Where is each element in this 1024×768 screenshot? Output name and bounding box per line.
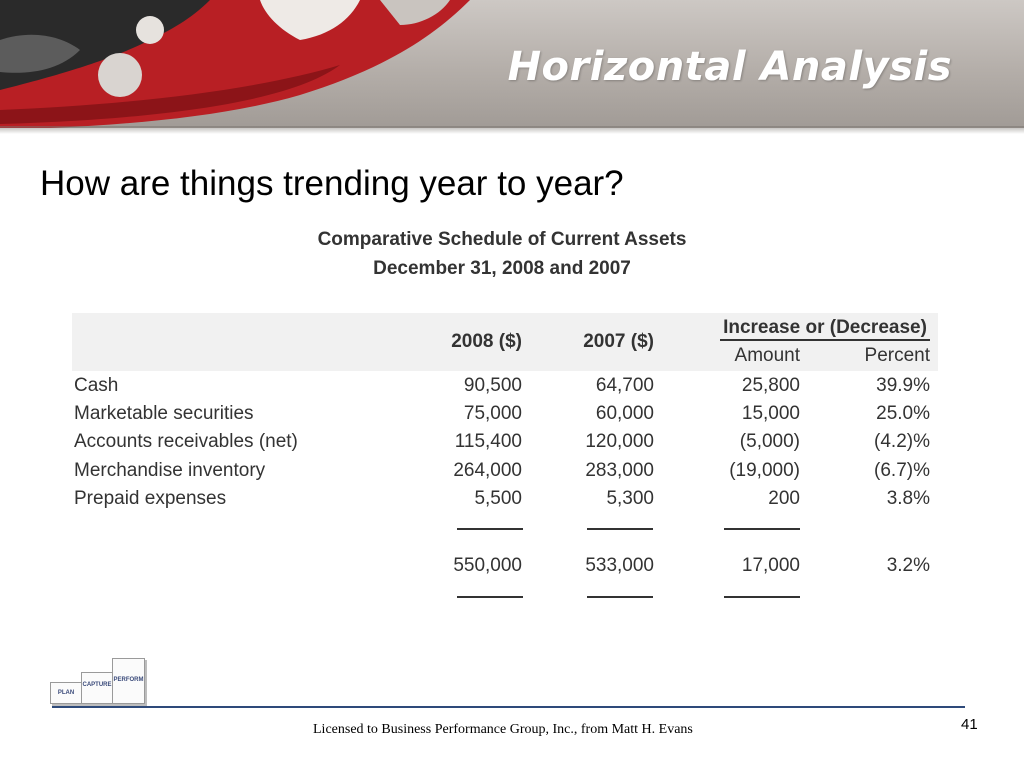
cell-2008: 90,500 bbox=[463, 375, 522, 396]
logo-step-plan: PLAN bbox=[50, 682, 82, 704]
cell-2008: 5,500 bbox=[474, 488, 522, 509]
cell-percent: 25.0% bbox=[876, 403, 930, 424]
logo-step-capture: CAPTURE bbox=[81, 672, 113, 704]
cell-2007: 60,000 bbox=[595, 403, 654, 424]
cell-2008: 75,000 bbox=[463, 403, 522, 424]
subtotal-rule-amount bbox=[724, 528, 800, 530]
schedule-title-line1: Comparative Schedule of Current Assets bbox=[317, 229, 687, 250]
cell-percent: (6.7)% bbox=[874, 460, 930, 481]
cell-2007: 283,000 bbox=[585, 460, 654, 481]
cell-2007: 120,000 bbox=[585, 431, 654, 452]
row-label: Accounts receivables (net) bbox=[74, 431, 298, 452]
cell-amount: 25,800 bbox=[741, 375, 800, 396]
column-header-2008: 2008 ($) bbox=[451, 331, 522, 352]
header-banner bbox=[0, 0, 1024, 128]
cell-amount: 200 bbox=[768, 488, 800, 509]
total-2007: 533,000 bbox=[585, 555, 654, 576]
slide-subtitle: How are things trending year to year? bbox=[40, 164, 624, 203]
license-text: Licensed to Business Performance Group, Inc., from Matt H. Evans bbox=[313, 722, 693, 737]
total-rule-amount bbox=[724, 596, 800, 598]
total-amount: 17,000 bbox=[741, 555, 800, 576]
cell-2007: 64,700 bbox=[595, 375, 654, 396]
page-number: 41 bbox=[961, 716, 978, 733]
cell-2007: 5,300 bbox=[606, 488, 654, 509]
row-label: Merchandise inventory bbox=[74, 460, 266, 481]
footer-divider bbox=[52, 706, 965, 708]
slide-title: Horizontal Analysis bbox=[507, 44, 952, 90]
cell-amount: (19,000) bbox=[729, 460, 800, 481]
banner-shadow bbox=[0, 126, 1024, 134]
cell-percent: 3.8% bbox=[886, 488, 930, 509]
total-2008: 550,000 bbox=[453, 555, 522, 576]
cell-amount: 15,000 bbox=[741, 403, 800, 424]
subtotal-rule-2007 bbox=[587, 528, 653, 530]
row-label: Marketable securities bbox=[74, 403, 254, 424]
column-header-percent: Percent bbox=[864, 345, 930, 366]
subtotal-rule-2008 bbox=[457, 528, 523, 530]
cell-percent: (4.2)% bbox=[874, 431, 930, 452]
column-header-2007: 2007 ($) bbox=[583, 331, 654, 352]
row-label: Cash bbox=[74, 375, 119, 396]
cell-amount: (5,000) bbox=[739, 431, 800, 452]
total-rule-2007 bbox=[587, 596, 653, 598]
schedule-title-line2: December 31, 2008 and 2007 bbox=[373, 258, 631, 279]
logo-step-perform: PERFORM bbox=[112, 658, 145, 704]
schedule-title bbox=[260, 225, 744, 283]
row-label: Prepaid expenses bbox=[74, 488, 227, 509]
column-group-change: Increase or (Decrease) bbox=[720, 317, 930, 341]
total-percent: 3.2% bbox=[886, 555, 930, 576]
cell-2008: 115,400 bbox=[454, 431, 522, 452]
column-header-amount: Amount bbox=[734, 345, 800, 366]
puzzle-graphic bbox=[0, 0, 470, 128]
cell-2008: 264,000 bbox=[453, 460, 522, 481]
total-rule-2008 bbox=[457, 596, 523, 598]
cell-percent: 39.9% bbox=[876, 375, 930, 396]
